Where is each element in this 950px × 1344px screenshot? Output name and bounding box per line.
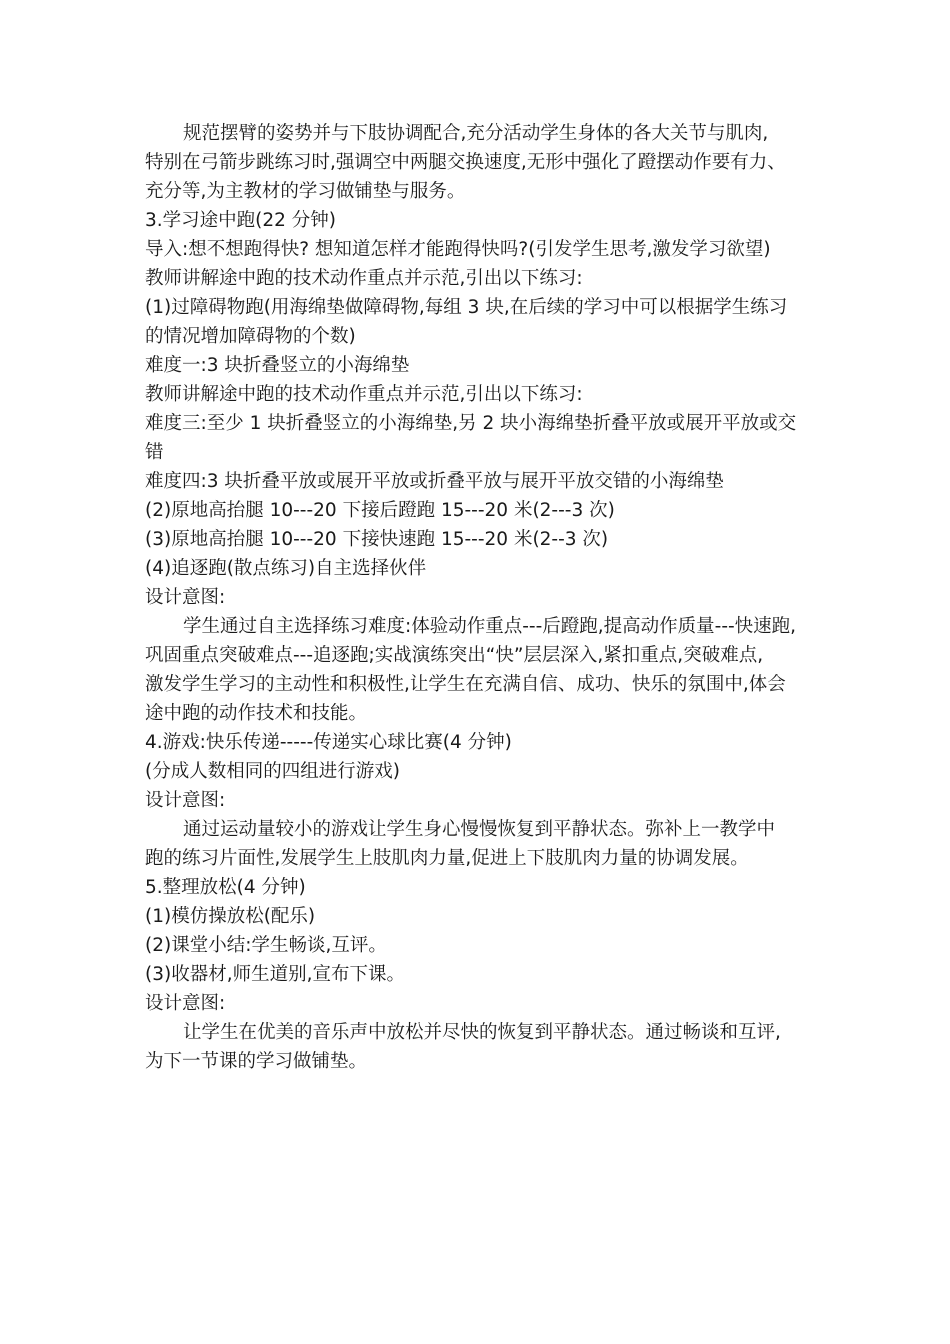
text-line: 错 bbox=[145, 442, 164, 463]
text-line: (2)课堂小结:学生畅谈,互评。 bbox=[145, 935, 387, 956]
text-line: 设计意图: bbox=[145, 587, 226, 608]
text-line: 的情况增加障碍物的个数) bbox=[145, 326, 356, 347]
text-line: 规范摆臂的姿势并与下肢协调配合,充分活动学生身体的各大关节与肌肉, bbox=[183, 123, 769, 144]
text-line: (2)原地高抬腿 10---20 下接后蹬跑 15---20 米(2---3 次) bbox=[145, 500, 615, 521]
text-line: 学生通过自主选择练习难度:体验动作重点---后蹬跑,提高动作质量---快速跑, bbox=[183, 616, 797, 637]
text-line: (3)原地高抬腿 10---20 下接快速跑 15---20 米(2--3 次) bbox=[145, 529, 609, 550]
text-line: 通过运动量较小的游戏让学生身心慢慢恢复到平静状态。弥补上一教学中 bbox=[183, 819, 776, 840]
text-line: 5.整理放松(4 分钟) bbox=[145, 877, 306, 898]
text-line: 跑的练习片面性,发展学生上肢肌肉力量,促进上下肢肌肉力量的协调发展。 bbox=[145, 848, 749, 869]
text-line: 激发学生学习的主动性和积极性,让学生在充满自信、成功、快乐的氛围中,体会 bbox=[145, 674, 786, 695]
text-line: 导入:想不想跑得快? 想知道怎样才能跑得快吗?(引发学生思考,激发学习欲望) bbox=[145, 239, 771, 260]
text-line: (4)追逐跑(散点练习)自主选择伙伴 bbox=[145, 558, 427, 579]
text-line: 难度四:3 块折叠平放或展开平放或折叠平放与展开平放交错的小海绵垫 bbox=[145, 471, 724, 492]
text-line: 让学生在优美的音乐声中放松并尽快的恢复到平静状态。通过畅谈和互评, bbox=[183, 1022, 781, 1043]
document-body bbox=[145, 119, 815, 1076]
text-line: 教师讲解途中跑的技术动作重点并示范,引出以下练习: bbox=[145, 384, 583, 405]
text-line: 充分等,为主教材的学习做铺垫与服务。 bbox=[145, 181, 466, 202]
text-line: 4.游戏:快乐传递-----传递实心球比赛(4 分钟) bbox=[145, 732, 512, 753]
text-line: 特别在弓箭步跳练习时,强调空中两腿交换速度,无形中强化了蹬摆动作要有力、 bbox=[145, 152, 786, 173]
text-line: 难度三:至少 1 块折叠竖立的小海绵垫,另 2 块小海绵垫折叠平放或展开平放或交 bbox=[145, 413, 797, 434]
text-line: (3)收器材,师生道别,宣布下课。 bbox=[145, 964, 405, 985]
text-line: (1)模仿操放松(配乐) bbox=[145, 906, 316, 927]
text-line: 设计意图: bbox=[145, 790, 226, 811]
text-line: 难度一:3 块折叠竖立的小海绵垫 bbox=[145, 355, 410, 376]
text-line: 巩固重点突破难点---追逐跑;实战演练突出“快”层层深入,紧扣重点,突破难点, bbox=[145, 645, 764, 666]
text-line: (分成人数相同的四组进行游戏) bbox=[145, 761, 400, 782]
text-line: 途中跑的动作技术和技能。 bbox=[145, 703, 368, 724]
text-line: 为下一节课的学习做铺垫。 bbox=[145, 1051, 368, 1072]
text-line: 教师讲解途中跑的技术动作重点并示范,引出以下练习: bbox=[145, 268, 583, 289]
text-line: 3.学习途中跑(22 分钟) bbox=[145, 210, 337, 231]
text-line: 设计意图: bbox=[145, 993, 226, 1014]
text-line: (1)过障碍物跑(用海绵垫做障碍物,每组 3 块,在后续的学习中可以根据学生练习 bbox=[145, 297, 788, 318]
